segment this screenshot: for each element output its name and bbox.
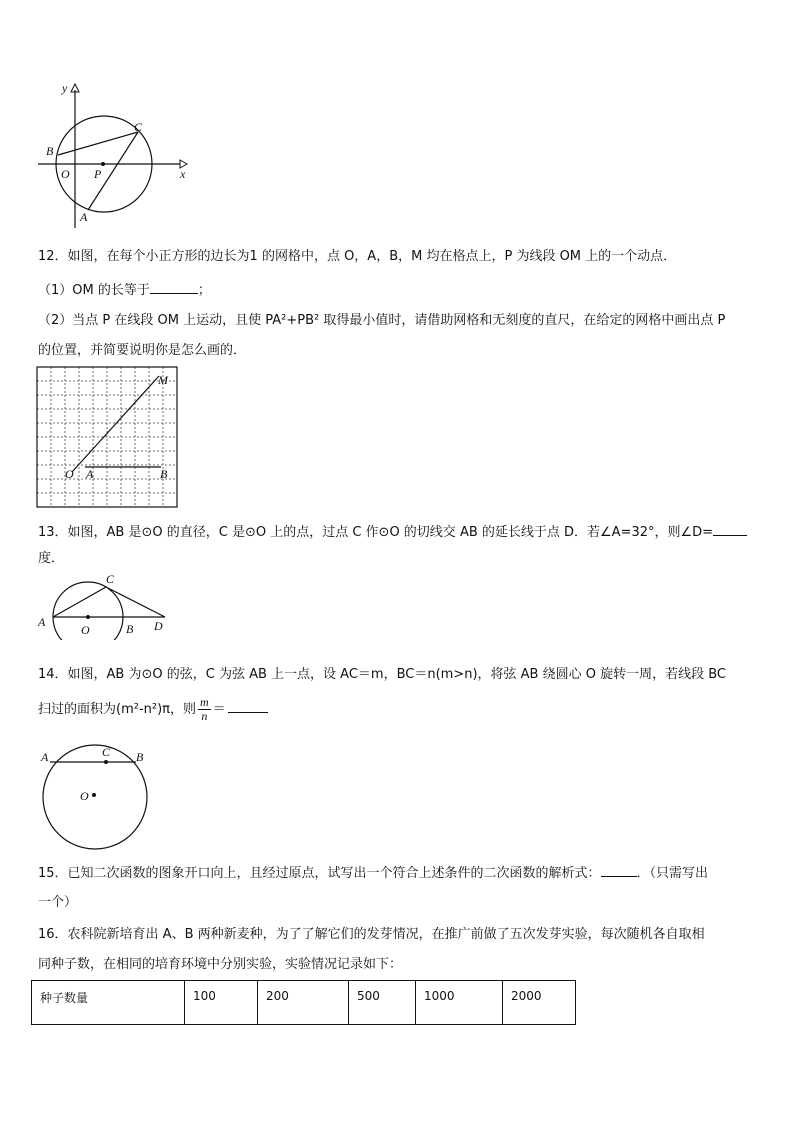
t-label-o: O (81, 623, 90, 637)
q13-answer-blank[interactable] (713, 521, 747, 536)
point-c (104, 760, 108, 764)
t-label-c: C (106, 572, 115, 586)
q14-equals: ＝ (212, 702, 226, 717)
q14-answer-blank[interactable] (228, 698, 268, 713)
grid-lines (37, 367, 177, 507)
t-label-d: D (154, 619, 163, 633)
question-16-line2: 同种子数，在相同的培育环境中分别实验，实验情况记录如下： (38, 957, 403, 972)
label-c: C (134, 120, 143, 134)
question-14-line1: 14．如图，AB 为⊙O 的弦，C 为弦 AB 上一点，设 AC＝m，BC＝n(m>n)，将弦 AB 绕圆心 O 旋转一周，若线段 BC (38, 667, 726, 682)
table-cell: 500 (349, 981, 416, 1025)
table-cell: 2000 (503, 981, 576, 1025)
fraction-numerator: m (200, 695, 209, 709)
label-a: A (80, 210, 88, 224)
question-13-line1 (38, 521, 760, 543)
center-o (86, 615, 90, 619)
grid-label-o: O (65, 467, 74, 481)
chord-ac (53, 587, 106, 617)
c-label-a: A (41, 750, 49, 764)
question-12-part1 (38, 279, 760, 301)
c-label-o: O (80, 789, 89, 803)
circle-o (43, 745, 147, 849)
label-o: O (61, 167, 70, 181)
q12-answer-blank[interactable] (150, 279, 198, 294)
table-row (32, 981, 576, 1025)
figure-circle-chord (36, 742, 156, 850)
segment-om (72, 376, 159, 472)
table-cell: 100 (185, 981, 258, 1025)
t-label-b: B (126, 622, 134, 636)
question-13-line2: 度． (38, 551, 65, 566)
q15-answer-blank[interactable] (601, 862, 637, 877)
grid-label-m: M (158, 373, 168, 387)
question-12-part2-line2: 的位置，并简要说明你是怎么画的． (38, 343, 247, 358)
center-o (92, 793, 96, 797)
q13-text: 13．如图，AB 是⊙O 的直径，C 是⊙O 上的点，过点 C 作⊙O 的切线交 AB 的延长线于点 D．若∠A=32°，则∠D= (38, 525, 714, 540)
t-label-a: A (38, 615, 46, 629)
q14-text: 扫过的面积为(m²-n²)π，则 (38, 702, 196, 717)
label-x: x (180, 167, 186, 181)
grid-label-b: B (160, 467, 168, 481)
c-label-b: B (136, 750, 144, 764)
seed-table (31, 980, 576, 1025)
label-y: y (62, 81, 68, 95)
question-16-line1: 16．农科院新培育出 A、B 两种新麦种，为了了解它们的发芽情况，在推广前做了五次发芽实验，每次随机各自取相 (38, 927, 705, 942)
question-15-line1 (38, 862, 760, 884)
tangent-cd (106, 587, 165, 617)
table-header-cell: 种子数量 (32, 981, 185, 1025)
point-p (101, 162, 105, 166)
figure-grid (36, 366, 182, 508)
q15-text: 15．已知二次函数的图象开口向上，且经过原点，试写出一个符合上述条件的二次函数的解析式： (38, 866, 601, 881)
fraction-denominator: n (201, 709, 208, 723)
grid-label-a: A (86, 467, 94, 481)
table-cell: 1000 (416, 981, 503, 1025)
question-12-line1: 12．如图，在每个小正方形的边长为1 的网格中，点 O，A，B，M 均在格点上，P 为线段 OM 上的一个动点． (38, 249, 677, 264)
q15-text-end: ．（只需写出 (636, 866, 709, 881)
question-14-line2 (38, 695, 760, 725)
c-label-c: C (102, 745, 111, 759)
label-p: P (94, 167, 102, 181)
figure-circle-tangent (30, 570, 180, 640)
q12-part1-text: （1）OM 的长等于 (38, 283, 150, 298)
label-b: B (46, 144, 54, 158)
table-cell: 200 (258, 981, 349, 1025)
figure-circle-axes (30, 78, 200, 238)
question-12-part2-line1: （2）当点 P 在线段 OM 上运动，且使 PA²+PB² 取得最小值时，请借助网格和无刻度的直尺，在给定的网格中画出点 P (38, 313, 726, 328)
fraction-m-over-n (198, 696, 211, 723)
question-15-line2: 一个） (38, 895, 78, 910)
q12-part1-end: ； (197, 283, 211, 298)
